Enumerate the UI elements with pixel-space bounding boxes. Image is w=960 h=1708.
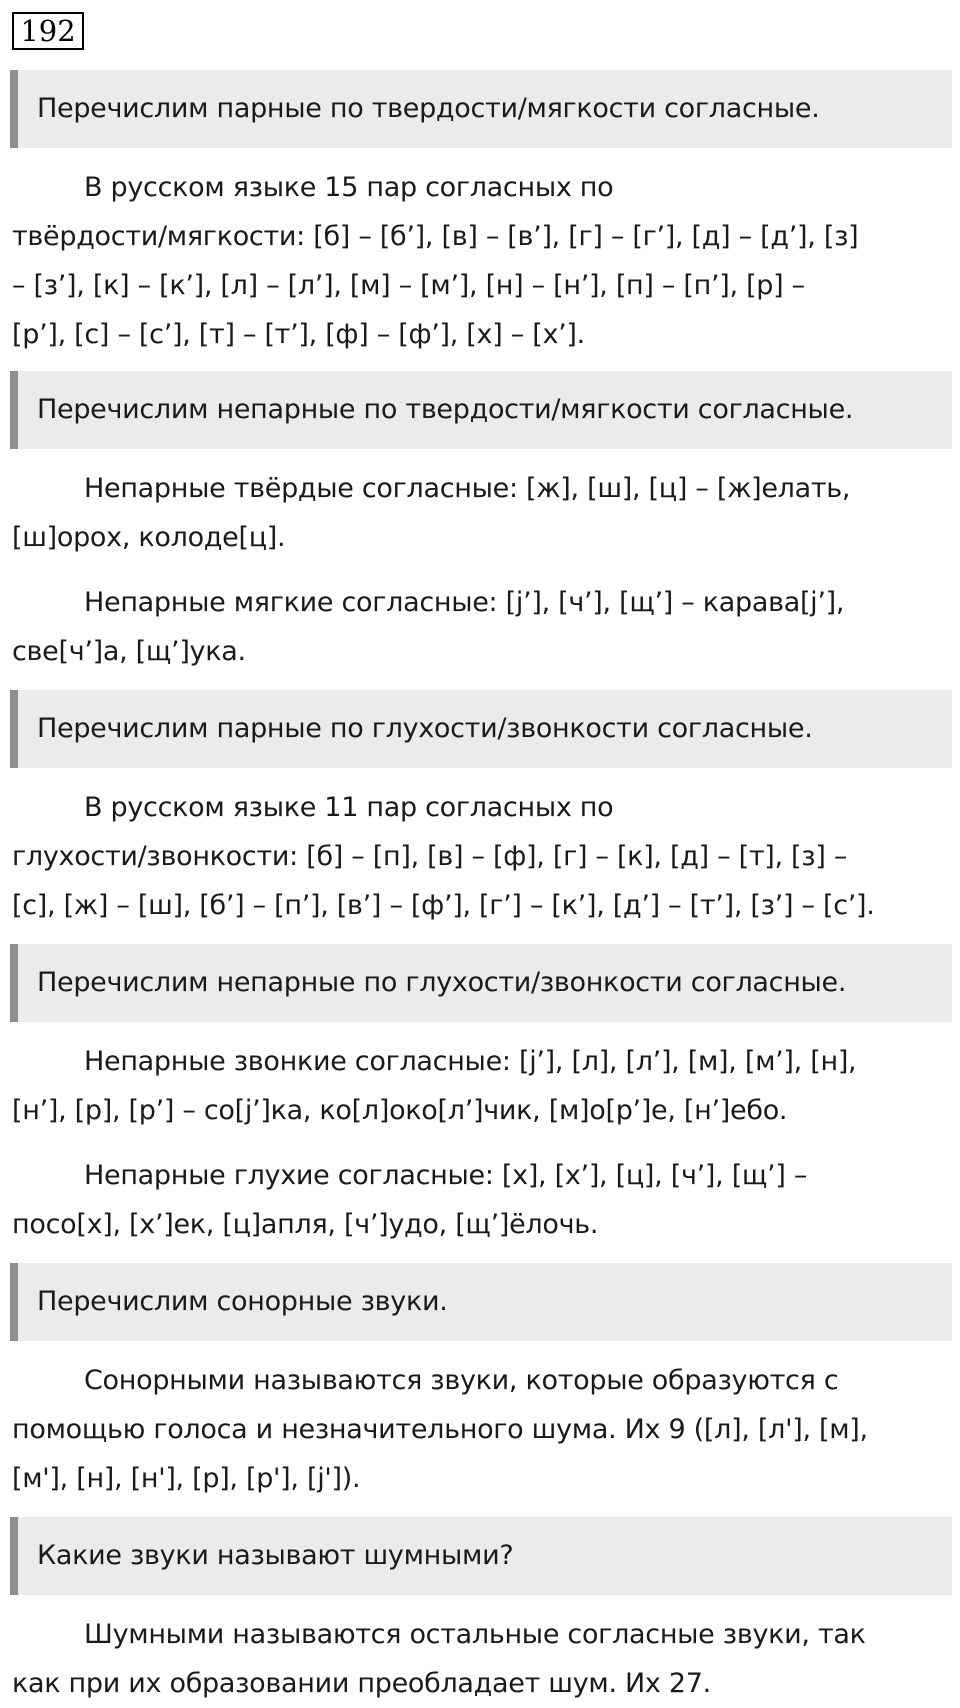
paragraph-line: Непарные твёрдые согласные: [ж], [ш], [ц] – [ж]елать,	[84, 473, 851, 504]
question-2: Перечислим непарные по твердости/мягкости согласные.	[10, 371, 952, 449]
paragraph-line: Непарные мягкие согласные: [j’], [ч’], [щ’] – карава[j’],	[84, 587, 845, 618]
answer-paragraph	[12, 1151, 960, 1249]
paragraph-line: глухости/звонкости: [б] – [п], [в] – [ф], [г] – [к], [д] – [т], [з] –	[12, 841, 848, 872]
answer-paragraph	[12, 783, 960, 930]
question-3: Перечислим парные по глухости/звонкости согласные.	[10, 690, 952, 768]
question-5: Перечислим сонорные звуки.	[10, 1263, 952, 1341]
paragraph-line: В русском языке 11 пар согласных по	[84, 792, 614, 823]
answer-paragraph	[12, 464, 960, 562]
paragraph-line: Непарные глухие согласные: [х], [х’], [ц], [ч’], [щ’] –	[84, 1160, 808, 1191]
paragraph-line: посо[х], [х’]ек, [ц]апля, [ч’]удо, [щ’]ёлочь.	[12, 1209, 599, 1240]
question-4: Перечислим непарные по глухости/звонкости согласные.	[10, 944, 952, 1022]
question-6: Какие звуки называют шумными?	[10, 1517, 952, 1595]
paragraph-line: Сонорными называются звуки, которые образуются с	[84, 1365, 839, 1396]
paragraph-line: [с], [ж] – [ш], [б’] – [п’], [в’] – [ф’], [г’] – [к’], [д’] – [т’], [з’] – [с’].	[12, 890, 875, 921]
paragraph-line: [р’], [с] – [с’], [т] – [т’], [ф] – [ф’], [х] – [х’].	[12, 319, 585, 350]
question-1: Перечислим парные по твердости/мягкости согласные.	[10, 70, 952, 148]
answer-paragraph	[12, 578, 960, 676]
paragraph-line: – [з’], [к] – [к’], [л] – [л’], [м] – [м’], [н] – [н’], [п] – [п’], [р] –	[12, 270, 805, 301]
paragraph-line: помощью голоса и незначительного шума. Их 9 ([л], [л'], [м],	[12, 1414, 868, 1445]
paragraph-line: [ш]орох, колоде[ц].	[12, 522, 286, 553]
paragraph-line: [н’], [р], [р’] – со[j’]ка, ко[л]око[л’]чик, [м]о[р’]е, [н’]ебо.	[12, 1095, 788, 1126]
answer-paragraph	[12, 1356, 960, 1503]
paragraph-line: как при их образовании преобладает шум. Их 27.	[12, 1668, 711, 1699]
paragraph-line: Непарные звонкие согласные: [j’], [л], [л’], [м], [м’], [н],	[84, 1046, 857, 1077]
exercise-number: 192	[12, 12, 84, 50]
paragraph-line: твёрдости/мягкости: [б] – [б’], [в] – [в’], [г] – [г’], [д] – [д’], [з]	[12, 221, 859, 252]
answer-paragraph	[12, 1610, 960, 1708]
paragraph-line: све[ч’]а, [щ’]ука.	[12, 636, 246, 667]
answer-paragraph	[12, 1037, 960, 1135]
answer-paragraph	[12, 163, 960, 359]
paragraph-line: В русском языке 15 пар согласных по	[84, 172, 614, 203]
paragraph-line: [м'], [н], [н'], [р], [р'], [j']).	[12, 1463, 361, 1494]
paragraph-line: Шумными называются остальные согласные звуки, так	[84, 1619, 866, 1650]
